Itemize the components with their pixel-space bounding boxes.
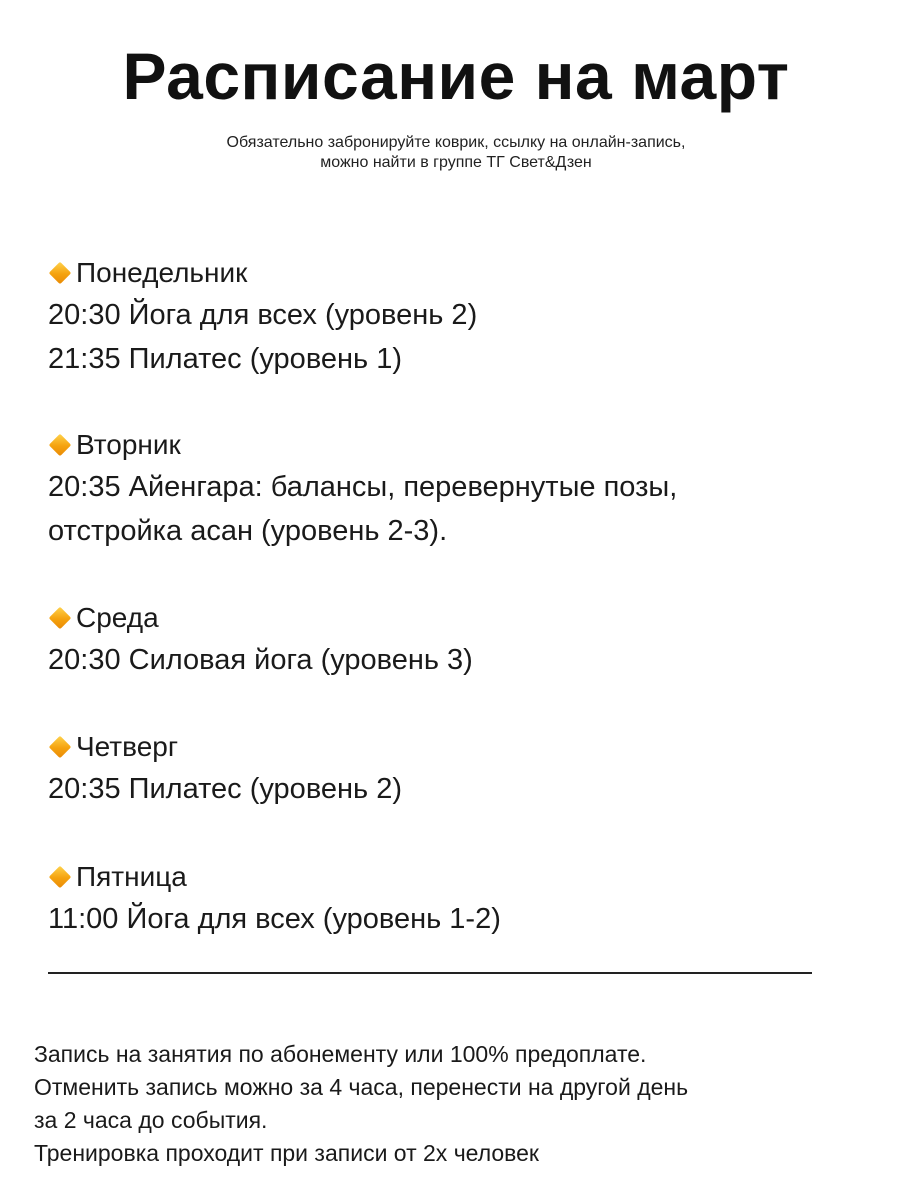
footer-line: Запись на занятия по абонементу или 100% предоплате.: [34, 1041, 647, 1067]
class-entry: 20:35 Айенгара: балансы, перевернутые позы,: [48, 471, 678, 503]
divider: [48, 972, 812, 974]
subtitle-line: Обязательно забронируйте коврик, ссылку на онлайн-запись,: [226, 134, 686, 151]
orange-diamond-icon: [49, 434, 72, 457]
day-heading: [48, 425, 677, 465]
orange-diamond-icon: [49, 607, 72, 630]
day-heading: [48, 598, 473, 638]
class-entry: 20:30 Силовая йога (уровень 3): [48, 644, 473, 676]
footer-line: за 2 часа до события.: [34, 1107, 268, 1133]
orange-diamond-icon: [49, 736, 72, 759]
class-entry: 21:35 Пилатес (уровень 1): [48, 343, 402, 375]
footer-notes: [34, 1038, 688, 1170]
class-entry: 20:35 Пилатес (уровень 2): [48, 773, 402, 805]
day-thursday: [48, 727, 402, 811]
day-heading: [48, 857, 501, 897]
day-label: Четверг: [76, 731, 179, 762]
subtitle: [0, 133, 912, 173]
subtitle-line: можно найти в группе ТГ Свет&Дзен: [320, 154, 592, 171]
day-heading: [48, 253, 477, 293]
day-heading: [48, 727, 402, 767]
day-tuesday: [48, 425, 677, 553]
day-monday: [48, 253, 477, 381]
day-label: Пятница: [76, 861, 187, 892]
class-entry: отстройка асан (уровень 2-3).: [48, 515, 448, 547]
day-friday: [48, 857, 501, 941]
day-label: Среда: [76, 602, 159, 633]
day-wednesday: [48, 598, 473, 682]
orange-diamond-icon: [49, 262, 72, 285]
day-label: Вторник: [76, 429, 181, 460]
page-title: Расписание на март: [122, 39, 790, 113]
footer-line: Отменить запись можно за 4 часа, перенести на другой день: [34, 1074, 689, 1100]
class-entry: 11:00 Йога для всех (уровень 1-2): [48, 903, 501, 935]
orange-diamond-icon: [49, 866, 72, 889]
day-label: Понедельник: [76, 257, 248, 288]
class-entry: 20:30 Йога для всех (уровень 2): [48, 299, 478, 331]
footer-line: Тренировка проходит при записи от 2х человек: [34, 1140, 539, 1166]
